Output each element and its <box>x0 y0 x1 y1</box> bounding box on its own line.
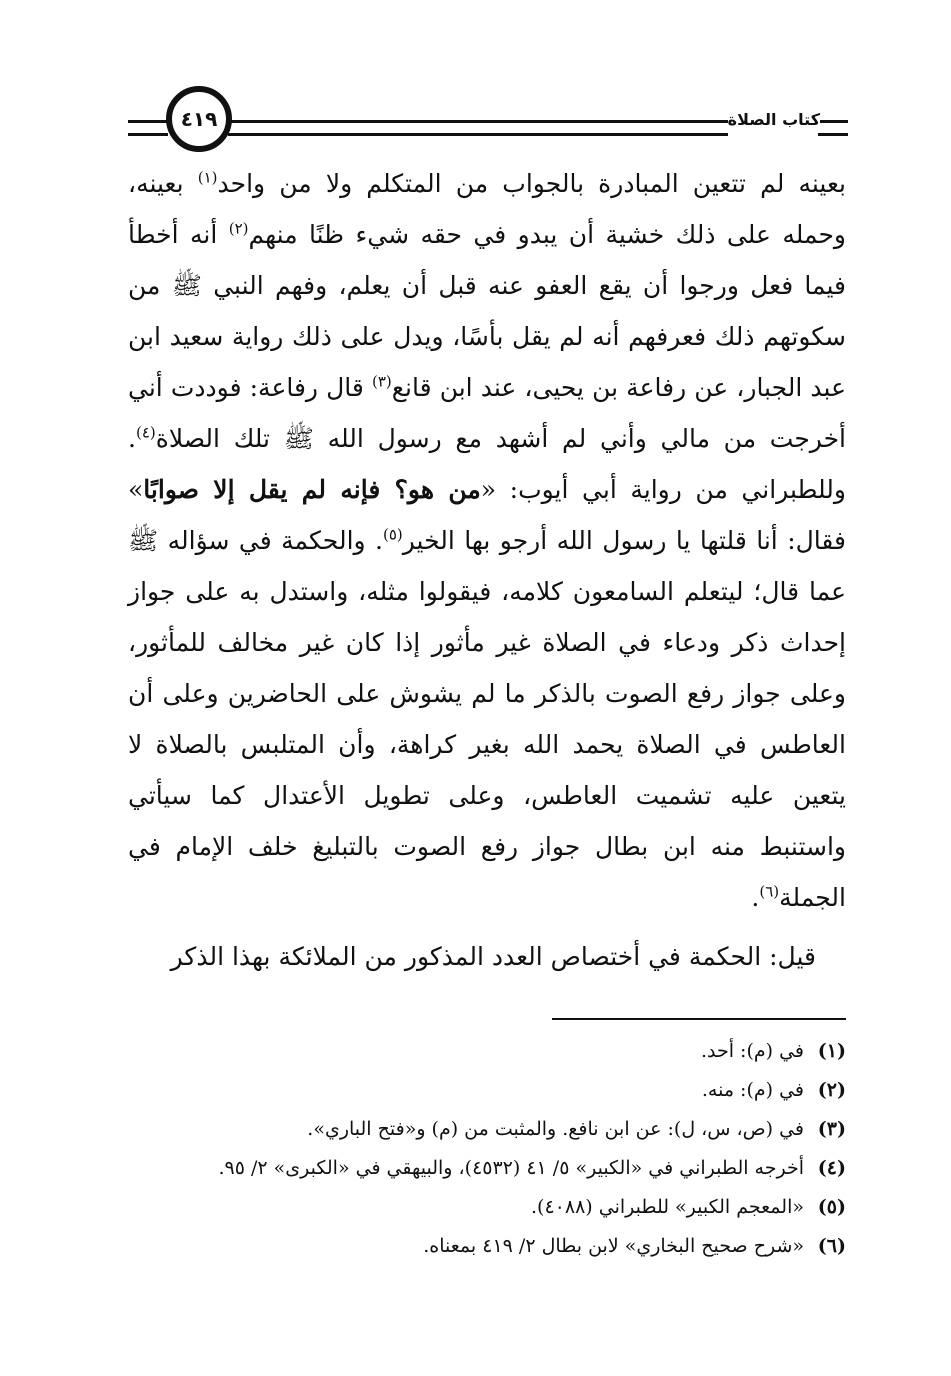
footnote-item <box>128 1110 846 1149</box>
footnote-ref: (٣) <box>371 372 392 391</box>
text-segment: بعينه، وحمله على ذلك خشية أن يبدو في حقه شيء ظنًا منهم <box>128 169 846 249</box>
footnote-ref: (٤) <box>135 423 156 442</box>
text-segment: . وللطبراني من رواية أبي أيوب: « <box>128 424 846 504</box>
paragraph-1 <box>128 158 846 923</box>
text-segment: » فقال: أنا قلتها يا رسول الله أرجو بها الخير <box>128 475 846 555</box>
footnote-ref: (٦) <box>759 882 780 901</box>
text-segment: . <box>751 883 760 912</box>
footnote-item <box>128 1032 846 1071</box>
footnote-text: «شرح صحيح البخاري» لابن بطال ٢/ ٤١٩ بمعناه. <box>423 1235 804 1257</box>
footnote-number: (١) <box>817 1040 846 1062</box>
footnote-number: (٢) <box>817 1079 846 1101</box>
running-title: كتاب الصلاة <box>727 110 820 129</box>
footnote-separator <box>552 1018 846 1020</box>
footnote-ref: (٢) <box>228 219 249 238</box>
paragraph-2: قيل: الحكمة في أختصاص العدد المذكور من الملائكة بهذا الذكر <box>170 942 816 971</box>
page-number: ٤١٩ <box>180 107 218 131</box>
footnote-text: أخرجه الطبراني في «الكبير» ٥/ ٤١ (٤٥٣٢)، والبيهقي في «الكبرى» ٢/ ٩٥. <box>218 1157 804 1179</box>
footnote-item <box>128 1227 846 1266</box>
footnote-item <box>128 1188 846 1227</box>
text-segment: أنه أخطأ فيما فعل ورجوا أن يقع العفو عنه قبل أن يعلم، وفهم النبي ﷺ من سكوتهم ذلك فعرفهم أنه لم يقل بأسًا، ويدل على ذلك رواية سعيد ابن عبد الجبار، عن رفاعة بن يحيى، عند ابن قانع <box>128 220 846 402</box>
page-number-ring <box>166 86 232 152</box>
header-double-rule-right <box>818 120 848 136</box>
footnotes-list <box>128 1032 846 1266</box>
header-double-rule-middle <box>228 120 728 136</box>
footnote-item <box>128 1149 846 1188</box>
footnote-number: (٦) <box>817 1235 846 1257</box>
footnote-text: في (ص، س، ل): عن ابن نافع. والمثبت من (م) و«فتح الباري». <box>307 1118 804 1140</box>
hadith-quote: من هو؟ فإنه لم يقل إلا صوابًا <box>143 475 481 504</box>
footnote-number: (٥) <box>817 1196 846 1218</box>
footnote-ref: (٥) <box>382 525 403 544</box>
text-segment: قال رفاعة: فوددت أني أخرجت من مالي وأني لم أشهد مع رسول الله ﷺ تلك الصلاة <box>128 373 846 453</box>
text-segment: . والحكمة في سؤاله ﷺ عما قال؛ ليتعلم السامعون كلامه، فيقولوا مثله، واستدل به على جواز إحداث ذكر ودعاء في الصلاة غير مأثور إذا كان غير مخالف للمأثور، وعلى جواز رفع الصوت بالذكر ما لم يشوش على الحاضرين وعلى أن العاطس في الصلاة يحمد الله بغير كراهة، وأن المتلبس بالصلاة لا يتعين عليه تشميت العاطس، وعلى تطويل الأعتدال كما سيأتي واستنبط منه ابن بطال جواز رفع الصوت بالتبليغ خلف الإمام في الجملة <box>128 526 846 912</box>
footnote-text: في (م): أحد. <box>700 1040 804 1062</box>
main-text <box>128 158 846 982</box>
footnote-text: في (م): منه. <box>701 1079 804 1101</box>
footnote-number: (٣) <box>817 1118 846 1140</box>
footnote-item <box>128 1071 846 1110</box>
footnote-text: «المعجم الكبير» للطبراني (٤٠٨٨). <box>531 1196 804 1218</box>
footnote-ref: (١) <box>197 168 218 187</box>
footnote-number: (٤) <box>817 1157 846 1179</box>
text-segment: بعينه لم تتعين المبادرة بالجواب من المتكلم ولا من واحد <box>217 169 846 198</box>
header-double-rule-left <box>128 120 168 136</box>
